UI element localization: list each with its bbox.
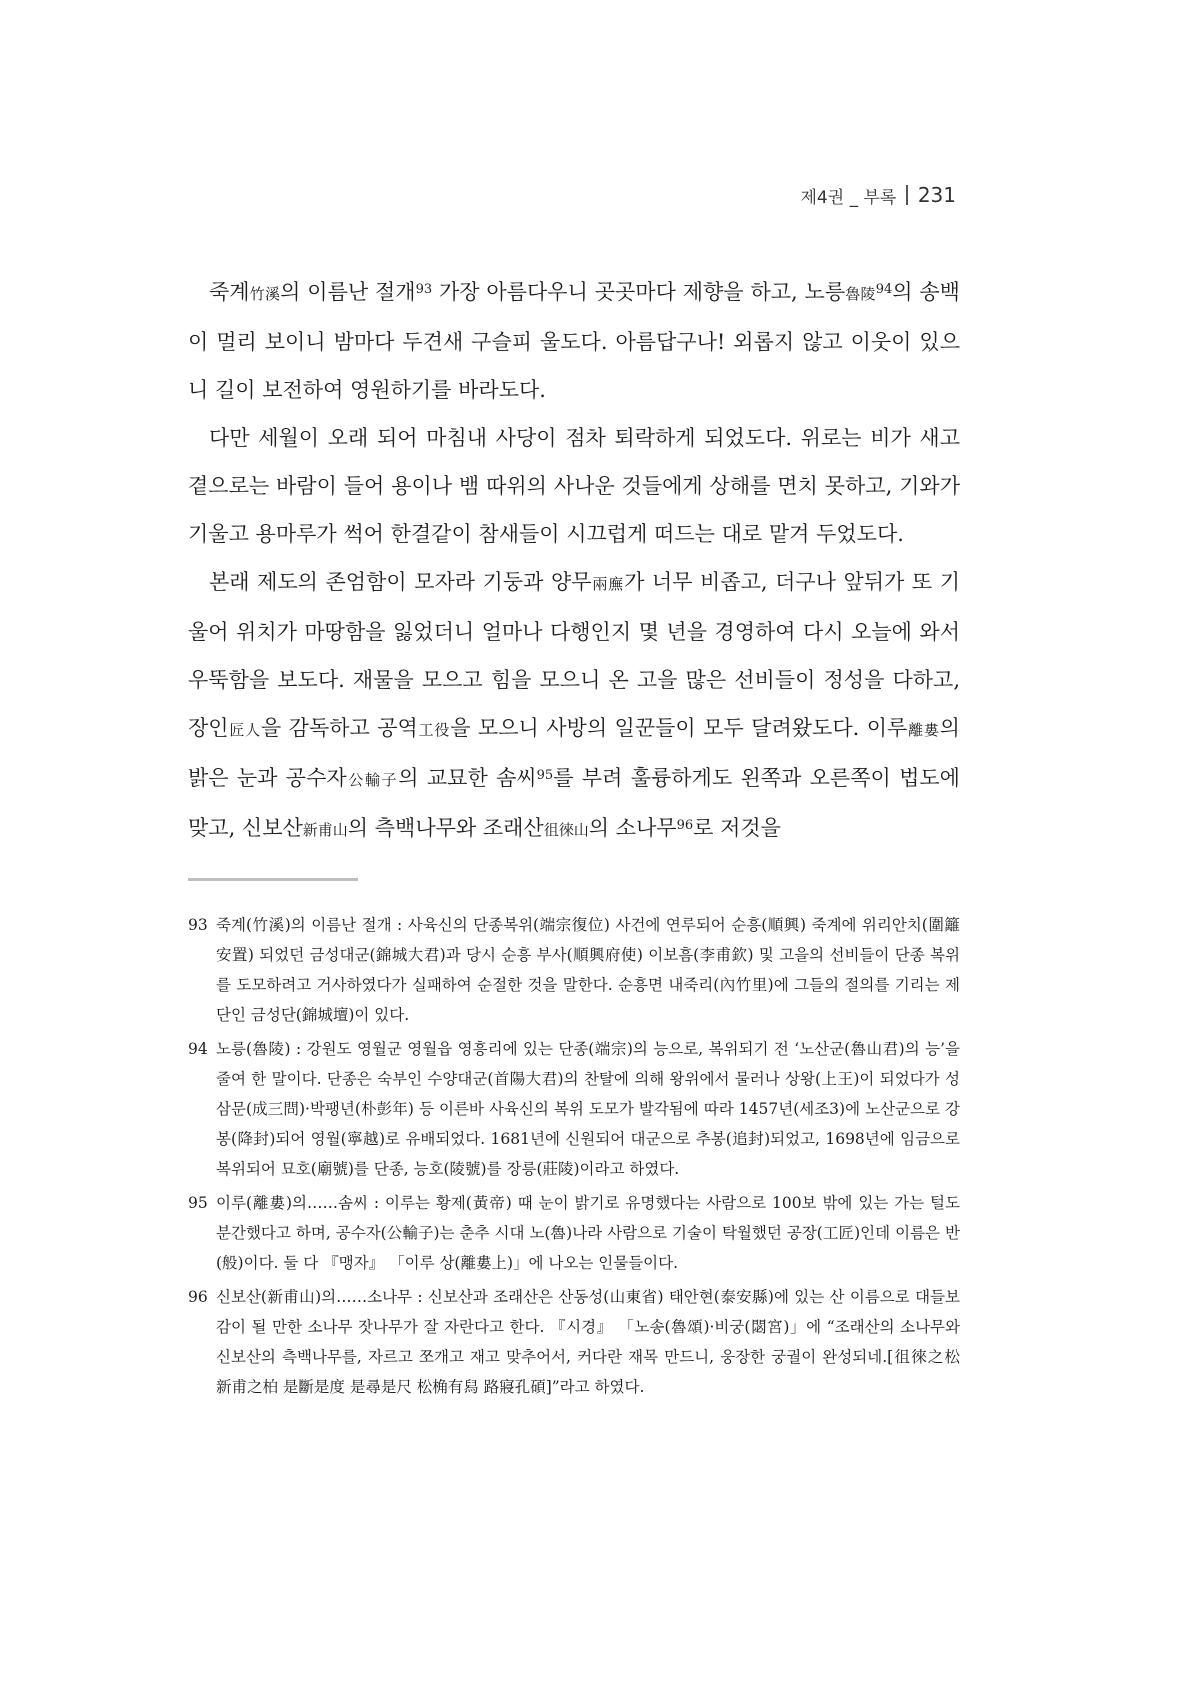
text-run: 가장 아름다우니 곳곳마다 제향을 하고, 노릉 xyxy=(432,280,846,304)
footnote-separator xyxy=(188,878,358,881)
footnote-marker: 96 xyxy=(676,818,694,833)
hanja-annotation: 匠人 xyxy=(228,721,261,739)
text-run: 로 저것을 xyxy=(693,816,781,840)
footnote-text: 신보산(新甫山)의……소나무 : 신보산과 조래산은 산동성(山東省) 태안현(泰安縣)에 있는 산 이름으로 대들보감이 될 만한 소나무 잣나무가 잘 자란다고 한다. 『시경』 「노송(魯頌)·비궁(閟宮)」에 “조래산의 소나무와 신보산의 측백나무를, 자르고 쪼개고 재고 맞추어서, 커다란 재목 만드니, 웅장한 궁궐이 완성되네.[徂徠之松 新甫之柏 是斷是度 是尋是尺 松桷有舄 路寢孔碩]”라고 하였다. xyxy=(216,1288,960,1396)
hanja-annotation: 兩廡 xyxy=(591,575,625,593)
text-run: 을 모으니 사방의 일꾼들이 모두 달려왔도다. 이루 xyxy=(450,716,908,740)
text-run: 가 너무 비좁고, 더구나 앞뒤가 또 기울어 위치가 마땅함을 잃었더니 얼마나 다행인지 몇 년을 경영하여 다시 오늘에 와서 우뚝함을 보도다. 재물을 모으고 힘을 모으니 온 고을 많은 선비들이 정성을 다하고, 장인 xyxy=(188,570,960,740)
body-paragraph xyxy=(188,414,960,558)
hanja-annotation: 魯陵 xyxy=(845,285,876,303)
running-header xyxy=(801,180,957,210)
footnote-number: 93 xyxy=(188,916,208,934)
text-run: 를 부려 훌륭하게도 왼쪽과 오른쪽이 법도에 맞고, 신보산 xyxy=(188,766,960,840)
text-run: 의 이름난 절개 xyxy=(280,280,416,304)
text-run: 의 밝은 눈과 공수자 xyxy=(188,716,960,790)
footnote-number: 95 xyxy=(188,1194,208,1212)
footnotes xyxy=(188,910,960,1406)
footnote xyxy=(188,1034,960,1184)
hanja-annotation: 離婁 xyxy=(907,721,940,739)
header-divider xyxy=(906,185,908,205)
footnote-text: 이루(離婁)의……솜씨 : 이루는 황제(黃帝) 때 눈이 밝기로 유명했다는 사람으로 100보 밖에 있는 가는 털도 분간했다고 하며, 공수자(公輸子)는 춘추 시대 노(魯)나라 사람으로 기술이 탁월했던 공장(工匠)인데 이름은 반(般)이다. 둘 다 『맹자』 「이루 상(離婁上)」에 나오는 인물들이다. xyxy=(216,1194,960,1272)
footnote-marker: 94 xyxy=(875,282,893,297)
footnote xyxy=(188,1188,960,1278)
body-text xyxy=(188,268,960,854)
footnote-number: 96 xyxy=(188,1288,208,1306)
footnote-text: 죽계(竹溪)의 이름난 절개 : 사육신의 단종복위(端宗復位) 사건에 연루되어 순흥(順興) 죽계에 위리안치(圍籬安置) 되었던 금성대군(錦城大君)과 당시 순흥 부사(順興府使) 이보흠(李甫欽) 및 고을의 선비들이 단종 복위를 도모하려고 거사하였다가 실패하여 순절한 것을 말한다. 순흥면 내죽리(內竹里)에 그들의 절의를 기리는 제단인 금성단(錦城壇)이 있다. xyxy=(216,916,960,1024)
hanja-annotation: 竹溪 xyxy=(249,285,281,303)
text-run: 본래 제도의 존엄함이 모자라 기둥과 양무 xyxy=(209,570,592,594)
text-run: 을 감독하고 공역 xyxy=(260,716,418,740)
hanja-annotation: 徂徠山 xyxy=(543,821,589,839)
footnote-text: 노릉(魯陵) : 강원도 영월군 영월읍 영흥리에 있는 단종(端宗)의 능으로, 복위되기 전 ‘노산군(魯山君)의 능’을 줄여 한 말이다. 단종은 숙부인 수양대군(首陽大君)의 찬탈에 의해 왕위에서 물러나 상왕(上王)이 되었다가 성삼문(成三問)·박팽년(朴彭年) 등 이른바 사육신의 복위 도모가 발각됨에 따라 1457년(세조3)에 노산군으로 강봉(降封)되어 영월(寧越)로 유배되었다. 1681년에 신원되어 대군으로 추봉(追封)되었고, 1698년에 임금으로 복위되어 묘호(廟號)를 단종, 능호(陵號)를 장릉(莊陵)이라고 하였다. xyxy=(216,1040,960,1178)
footnote xyxy=(188,1282,960,1402)
body-paragraph xyxy=(188,268,960,414)
text-run: 의 교묘한 솜씨 xyxy=(398,766,537,790)
text-run: 의 소나무 xyxy=(588,816,677,840)
text-run: 다만 세월이 오래 되어 마침내 사당이 점차 퇴락하게 되었도다. 위로는 비가 새고 곁으로는 바람이 들어 용이나 뱀 따위의 사나운 것들에게 상해를 면치 못하고, 기와가 기울고 용마루가 썩어 한결같이 참새들이 시끄럽게 떠드는 대로 맡겨 두었도다. xyxy=(188,426,960,546)
text-run: 의 송백이 멀리 보이니 밤마다 두견새 구슬피 울도다. 아름답구나! 외롭지 않고 이웃이 있으니 길이 보전하여 영원하기를 바라도다. xyxy=(188,280,960,402)
text-run: 죽계 xyxy=(209,280,250,304)
running-header-label: 제4권 _ 부록 xyxy=(800,187,897,208)
footnote xyxy=(188,910,960,1030)
hanja-annotation: 公輸子 xyxy=(346,771,399,789)
page-number: 231 xyxy=(917,183,956,207)
body-paragraph xyxy=(188,558,960,854)
text-run: 의 측백나무와 조래산 xyxy=(347,816,544,840)
footnote-number: 94 xyxy=(188,1040,208,1058)
footnote-marker: 93 xyxy=(415,282,433,297)
footnote-marker: 95 xyxy=(536,768,554,783)
hanja-annotation: 新甫山 xyxy=(302,821,348,839)
hanja-annotation: 工役 xyxy=(417,721,451,739)
